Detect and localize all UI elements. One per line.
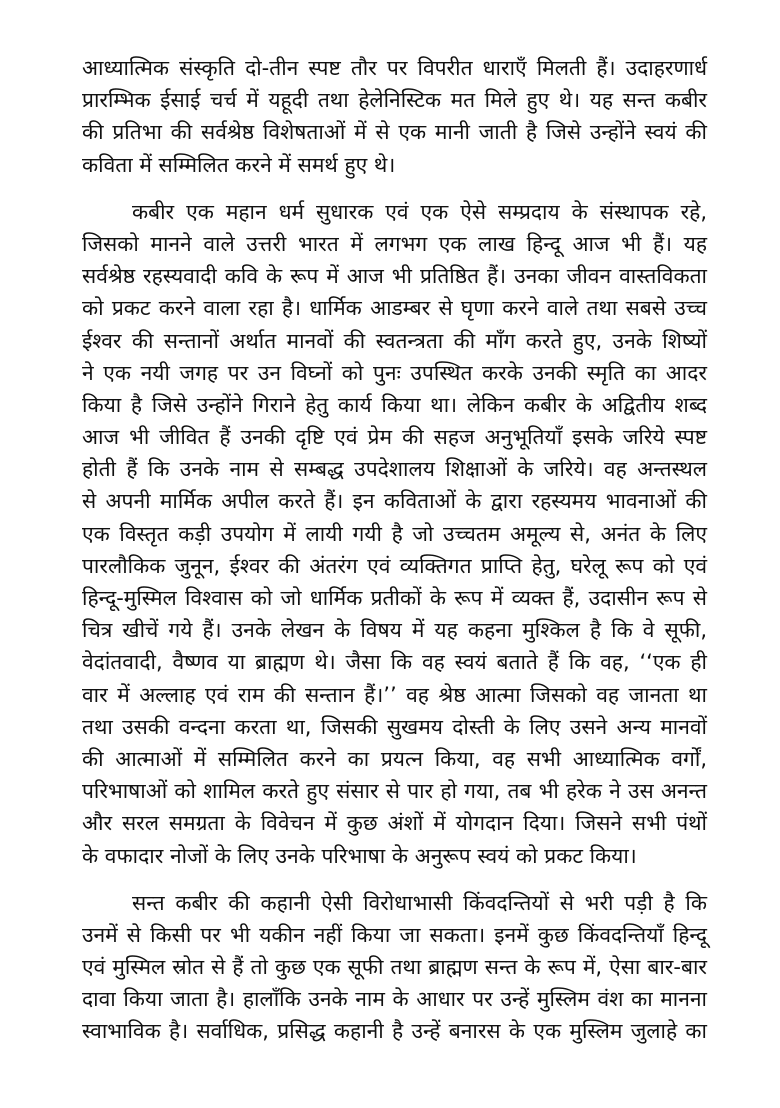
text-line: की प्रतिभा की सर्वश्रेष्ठ विशेषताओं में से एक मानी जाती है जिसे उन्होंने स्वयं की	[82, 120, 707, 145]
text-line: ने एक नयी जगह पर उन विघ्नों को पुनः उपस्थित करके उनकी स्मृति का आदर	[82, 360, 707, 385]
text-line: के वफादार नोजों के लिए उनके परिभाषा के अनुरूप स्वयं को प्रकट किया।	[82, 843, 637, 868]
text-line: स्वाभाविक है। सर्वाधिक, प्रसिद्ध कहानी है उन्हें बनारस के एक मुस्लिम जुलाहे का	[82, 1019, 707, 1044]
text-line: सन्त कबीर की कहानी ऐसी विरोधाभासी किंवदन्तियों से भरी पड़ी है कि	[132, 890, 707, 915]
text-line: प्रारम्भिक ईसाई चर्च में यहूदी तथा हेलेनिस्टिक मत मिले हुए थे। यह सन्त कबीर	[82, 88, 707, 113]
text-line: की आत्माओं में सम्मिलित करने का प्रयत्न किया, वह सभी आध्यात्मिक वर्गों,	[82, 746, 707, 771]
text-line: दावा किया जाता है। हालाँकि उनके नाम के आधार पर उन्हें मुस्लिम वंश का मानना	[82, 987, 707, 1012]
text-line: किया है जिसे उन्होंने गिराने हेतु कार्य किया था। लेकिन कबीर के अद्वितीय शब्द	[82, 392, 707, 417]
document-page	[82, 52, 707, 1063]
paragraph-2	[82, 196, 707, 872]
text-line: को प्रकट करने वाला रहा है। धार्मिक आडम्बर से घृणा करने वाले तथा सबसे उच्च	[82, 296, 707, 321]
text-line: एक विस्तृत कड़ी उपयोग में लायी गयी है जो उच्चतम अमूल्य से, अनंत के लिए	[82, 521, 707, 546]
text-line: वेदांतवादी, वैष्णव या ब्राह्मण थे। जैसा कि वह स्वयं बताते हैं कि वह, ‘‘एक ही	[82, 650, 707, 675]
paragraph-1	[82, 52, 707, 181]
text-line: और सरल समग्रता के विवेचन में कुछ अंशों में योगदान दिया। जिसने सभी पंथों	[82, 811, 707, 836]
text-line: तथा उसकी वन्दना करता था, जिसकी सुखमय दोस्ती के लिए उसने अन्य मानवों	[82, 714, 707, 739]
text-line: हिन्दू-मुस्मिल विश्वास को जो धार्मिक प्रतीकों के रूप में व्यक्त हैं, उदासीन रूप से	[82, 586, 707, 610]
text-line: कविता में सम्मिलित करने में समर्थ हुए थे।	[82, 152, 396, 177]
text-line: आध्यात्मिक संस्कृति दो-तीन स्पष्ट तौर पर विपरीत धाराएँ मिलती हैं। उदाहरणार्ध	[82, 56, 707, 80]
paragraph-3	[82, 887, 707, 1048]
text-line: सर्वश्रेष्ठ रहस्यवादी कवि के रूप में आज भी प्रतिष्ठित हैं। उनका जीवन वास्तविकता	[82, 264, 707, 289]
text-line: परिभाषाओं को शामिल करते हुए संसार से पार हो गया, तब भी हरेक ने उस अनन्त	[82, 779, 707, 804]
text-line: कबीर एक महान धर्म सुधारक एवं एक ऐसे सम्प्रदाय के संस्थापक रहे,	[132, 199, 707, 224]
text-line: होती हैं कि उनके नाम से सम्बद्ध उपदेशालय शिक्षाओं के जरिये। वह अन्तस्थल	[82, 457, 707, 482]
text-line: एवं मुस्मिल स्रोत से हैं तो कुछ एक सूफी तथा ब्राह्मण सन्त के रूप में, ऐसा बार-बार	[82, 955, 707, 980]
text-line: से अपनी मार्मिक अपील करते हैं। इन कविताओं के द्वारा रहस्यमय भावनाओं की	[82, 489, 707, 514]
text-line: जिसको मानने वाले उत्तरी भारत में लगभग एक लाख हिन्दू आज भी हैं। यह	[82, 231, 707, 256]
text-line: पारलौकिक जुनून, ईश्वर की अंतरंग एवं व्यक्तिगत प्राप्ति हेतु, घरेलू रूप को एवं	[82, 553, 707, 578]
text-line: चित्र खीचें गये हैं। उनके लेखन के विषय में यह कहना मुश्किल है कि वे सूफी,	[82, 618, 707, 643]
text-line: उनमें से किसी पर भी यकीन नहीं किया जा सकता। इनमें कुछ किंवदन्तियाँ हिन्दू	[82, 922, 707, 947]
text-line: आज भी जीवित हैं उनकी दृष्टि एवं प्रेम की सहज अनुभूतियाँ इसके जरिये स्पष्ट	[82, 425, 707, 450]
text-line: ईश्वर की सन्तानों अर्थात मानवों की स्वतन्त्रता की माँग करते हुए, उनके शिष्यों	[82, 328, 707, 353]
text-line: वार में अल्लाह एवं राम की सन्तान हैं।’’ वह श्रेष्ठ आत्मा जिसको वह जानता था	[82, 682, 707, 707]
